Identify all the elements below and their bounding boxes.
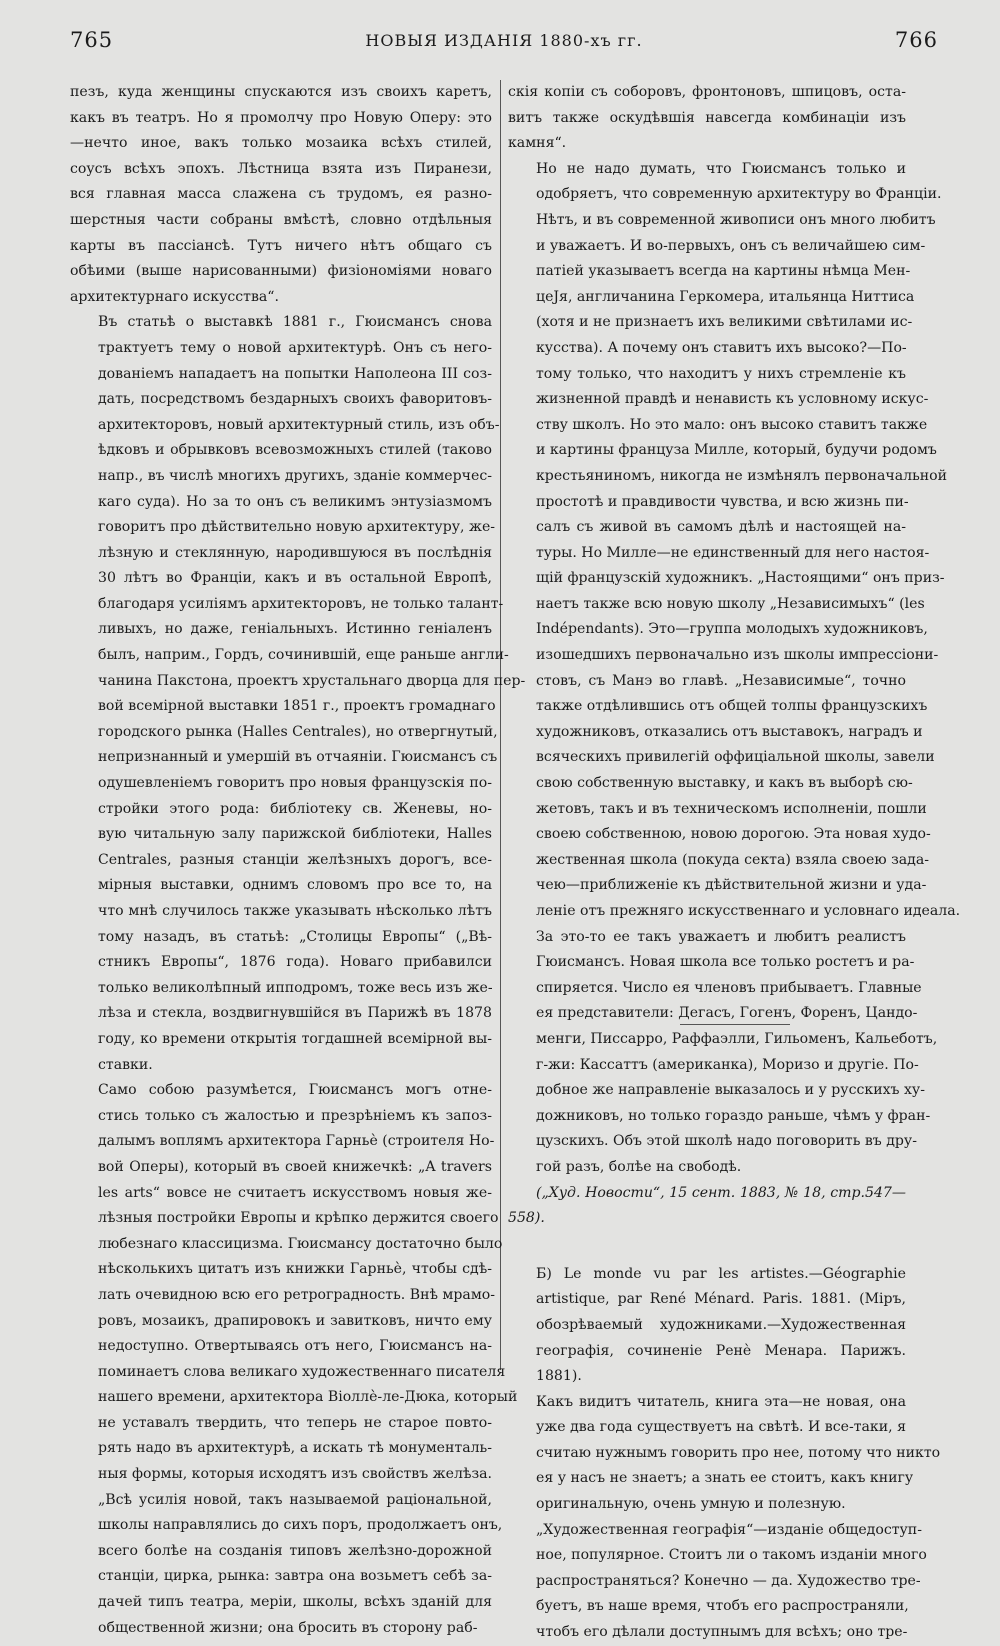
page-number-right: 766 bbox=[894, 28, 938, 52]
text-line: витъ также оскудѣвшія навсегда комбинаціи изъ bbox=[508, 109, 906, 126]
text-line: дожниковъ, но только гораздо раньше, чѣмъ у фран- bbox=[536, 1107, 931, 1124]
text-line: обозрѣваемый художниками.—Художественная bbox=[536, 1316, 906, 1333]
text-line: кусства). А почему онъ ставитъ ихъ высоко?—По- bbox=[536, 339, 907, 356]
text-line: недоступно. Отвертываясь отъ него, Гюисмансъ на- bbox=[98, 1338, 492, 1355]
text-line: году, ко времени открытія тогдашней всемірной вы- bbox=[98, 1030, 492, 1047]
text-line: вой Оперы), который въ своей книжечкѣ: „A travers bbox=[98, 1158, 492, 1175]
text-line: вой всемірной выставки 1851 г., проектъ громаднаго bbox=[98, 698, 496, 715]
text-line: жизненной правдѣ и ненависть къ условному искус- bbox=[536, 391, 929, 408]
text-line: чтобъ его дѣлали доступнымъ для всѣхъ; оно тре- bbox=[536, 1624, 908, 1641]
text-line: цеJя, англичанина Геркомера, итальянца Ниттиса bbox=[536, 288, 915, 305]
text-line: не уставалъ твердить, что теперь не старое повто- bbox=[98, 1414, 492, 1431]
text-line: Въ статьѣ о выставкѣ 1881 г., Гюисмансъ снова bbox=[98, 314, 492, 331]
text-line: ставки. bbox=[98, 1056, 153, 1073]
text-line: Но не надо думать, что Гюисмансъ только и bbox=[536, 160, 906, 177]
text-line: чею—приближеніе къ дѣйствительной жизни и уда- bbox=[536, 877, 927, 894]
text-line: какъ въ театръ. Но я промолчу про Новую Оперу: это bbox=[70, 109, 492, 126]
text-line: всего болѣе на созданія типовъ желѣзно-дорожной bbox=[98, 1542, 492, 1559]
paragraph bbox=[508, 1518, 927, 1646]
text-line: рять надо въ архитектурѣ, а искать тѣ монументаль- bbox=[98, 1440, 492, 1457]
text-line: леніе отъ прежняго искусственнаго и условнаго идеала. bbox=[536, 903, 961, 919]
text-line: любезнаго классицизма. Гюисмансу достаточно было bbox=[98, 1235, 503, 1252]
text-line: пезъ, куда женщины спускаются изъ своихъ каретъ, bbox=[70, 84, 492, 100]
text-line: тому только, что находитъ у нихъ стремленіе къ bbox=[536, 365, 906, 382]
left-column bbox=[70, 80, 526, 1641]
text-line: лѣза и стекла, воздвигнувшійся въ Парижѣ въ 1878 bbox=[98, 1005, 492, 1022]
text-line: les arts“ вовсе не считаетъ искусствомъ новыя же- bbox=[98, 1184, 492, 1201]
text-line: дачей типъ театра, меріи, школы, всѣхъ зданій для bbox=[98, 1594, 492, 1611]
text-line: простотѣ и правдивости чувства, и всю жизнь пи- bbox=[536, 493, 909, 510]
text-line: ныя формы, которыя исходятъ изъ свойствъ желѣза. bbox=[98, 1466, 493, 1483]
text-line: вую читальную залу парижской библіотеки, Halles bbox=[98, 826, 492, 843]
text-line: также отдѣлившись отъ общей толпы французскихъ bbox=[536, 698, 928, 715]
text-line: дованіемъ нападаетъ на попытки Наполеона III соз- bbox=[98, 365, 492, 382]
text-line: ное, популярное. Стоитъ ли о такомъ изданіи много bbox=[536, 1547, 927, 1564]
text-line: стникъ Европы“, 1876 года). Новаго прибавилси bbox=[98, 954, 492, 971]
text-line: напр., въ числѣ многихъ другихъ, зданіе коммерчес- bbox=[98, 467, 492, 484]
text-line: былъ, наприм., Гордъ, сочинившій, еще раньше англи- bbox=[98, 647, 509, 664]
text-line: ливыхъ, но даже, геніальныхъ. Истинно геніаленъ bbox=[98, 621, 492, 638]
paragraph bbox=[70, 1078, 518, 1641]
paragraph bbox=[70, 80, 492, 310]
text-line: обѣими (выше нарисованными) физіономіями новаго bbox=[70, 263, 492, 280]
paragraph bbox=[70, 310, 526, 1078]
text-line: Какъ видитъ читатель, книга эта—не новая, она bbox=[536, 1393, 906, 1410]
text-line: наетъ также всю новую школу „Независимыхъ“ (les bbox=[536, 595, 925, 612]
text-line: станціи, цирка, рынка: завтра она возьметъ себѣ за- bbox=[98, 1568, 492, 1585]
text-line: архитектурнаго искусства“. bbox=[70, 288, 279, 305]
text-line: менги, Писсарро, Раффаэлли, Гильоменъ, Кальеботъ, bbox=[536, 1030, 938, 1047]
text-line: Indépendants). Это—группа молодыхъ художниковъ, bbox=[536, 621, 928, 638]
text-line: говоритъ про дѣйствительно новую архитектуру, же- bbox=[98, 519, 496, 536]
text-line: жетовъ, такъ и въ техническомъ исполненіи, пошли bbox=[536, 800, 927, 817]
text-line: жественная школа (покуда секта) взяла своею зада- bbox=[536, 851, 930, 868]
text-line: мірныя выставки, однимъ словомъ про все то, на bbox=[98, 877, 492, 894]
text-line: —нечто иное, вакъ только мозаика всѣхъ стилей, bbox=[70, 135, 492, 152]
text-line: чанина Пакстона, проектъ хрустальнаго дворца для пер- bbox=[98, 672, 526, 689]
section-heading-paragraph bbox=[508, 1262, 906, 1390]
text-line: щій французскій художникъ. „Настоящими“ онъ приз- bbox=[536, 570, 945, 587]
text-line: „Художественная географія“—изданіе общедоступ- bbox=[536, 1521, 922, 1538]
text-line: городского рынка (Halles Centrales), но отвергнутый, bbox=[98, 723, 498, 740]
text-line: стовъ, съ Манэ во главѣ. „Независимые“, точно bbox=[536, 672, 906, 689]
running-title: НОВЫЯ ИЗДАНІЯ 1880-хъ гг. bbox=[365, 31, 643, 50]
column-divider bbox=[500, 80, 501, 1370]
text-line: г-жи: Кассаттъ (американка), Моризо и другіе. По- bbox=[536, 1056, 919, 1073]
text-line: вся главная масса слажена съ трудомъ, ея разно- bbox=[70, 186, 492, 203]
text-line: только великолѣпный ипподромъ, тоже весь изъ же- bbox=[98, 979, 493, 996]
right-column bbox=[508, 80, 961, 1646]
paragraph bbox=[508, 157, 961, 1181]
text-line: шерстныя части собраны вмѣстѣ, словно отдѣльныя bbox=[70, 211, 492, 228]
text-line: изошедшихъ первоначально изъ школы импрессіони- bbox=[536, 647, 939, 664]
text-line: свою собственную выставку, и какъ въ выборѣ сю- bbox=[536, 775, 913, 792]
text-line: добное же направленіе выказалось и у русскихъ ху- bbox=[536, 1082, 925, 1099]
text-line: Само собою разумѣется, Гюисмансъ могъ отне- bbox=[98, 1082, 492, 1099]
text-line: распространяться? Конечно — да. Художество тре- bbox=[536, 1572, 921, 1589]
text-line: географія, сочиненіе Ренѐ Менара. Парижъ. bbox=[536, 1342, 906, 1359]
text-line: и картины француза Милле, который, будучи родомъ bbox=[536, 442, 937, 459]
text-line: Гюисмансъ. Новая школа все только ростетъ и ра- bbox=[536, 954, 915, 971]
text-line: карты въ пассіансѣ. Тутъ ничего нѣтъ общаго съ bbox=[70, 237, 492, 254]
text-line: салъ съ живой въ самомъ дѣлѣ и настоящей на- bbox=[536, 519, 906, 536]
text-line: одобряетъ, что современную архитектуру во Франціи. bbox=[536, 186, 942, 203]
text-line: трактуетъ тему о новой архитектурѣ. Онъ съ него- bbox=[98, 339, 492, 356]
text-line: стись только съ жалостью и презрѣніемъ къ запоз- bbox=[98, 1107, 492, 1124]
text-line: тому назадъ, въ статьѣ: „Столицы Европы“ („Вѣ- bbox=[98, 928, 492, 945]
text-line: „Всѣ усилія новой, такъ называемой раціональной, bbox=[98, 1491, 492, 1508]
text-line: патіей указываетъ всегда на картины нѣмца Мен- bbox=[536, 263, 911, 280]
text-line: соусъ всѣхъ эпохъ. Лѣстница взята изъ Пиранези, bbox=[70, 160, 492, 177]
paragraph bbox=[508, 1390, 941, 1518]
text-line: архитекторовъ, новый архитектурный стиль, изъ объ- bbox=[98, 416, 500, 433]
text-line: нѣсколькихъ цитатъ изъ книжки Гарньѐ, чтобы сдѣ- bbox=[98, 1261, 492, 1278]
text-line: поминаетъ слова великаго художественнаго писателя bbox=[98, 1363, 506, 1380]
text-line: Б) Le monde vu par les artistes.—Géographie bbox=[536, 1265, 906, 1282]
text-line: artistique, par René Ménard. Paris. 1881. (Міръ, bbox=[536, 1291, 906, 1308]
text-line: ѣдковъ и обрывковъ всевозможныхъ стилей (таково bbox=[98, 442, 492, 459]
text-line: стройки этого рода: библіотеку св. Женевы, но- bbox=[98, 800, 492, 817]
text-line: ея у насъ не знаетъ; а знать ее стоитъ, какъ книгу bbox=[536, 1470, 914, 1487]
text-line: туры. Но Милле—не единственный для него настоя- bbox=[536, 544, 930, 561]
text-line: благодаря усиліямъ архитекторовъ, не только талант- bbox=[98, 595, 504, 612]
text-line: нашего времени, архитектора Віоллѐ-ле-Дюка, который bbox=[98, 1389, 518, 1406]
text-line: лѣзную и стеклянную, народившуюся въ послѣднія bbox=[98, 544, 492, 561]
page-header bbox=[70, 28, 938, 58]
section-divider bbox=[680, 1024, 790, 1025]
text-line: ству школъ. Но это мало: онъ высоко ставитъ также bbox=[536, 416, 928, 433]
text-line: камня“. bbox=[508, 135, 567, 152]
text-line: крестьяниномъ, никогда не измѣнялъ первоначальной bbox=[536, 467, 948, 484]
text-line: лѣзныя постройки Европы и крѣпко держится своего bbox=[98, 1210, 499, 1227]
text-line: Centrales, разныя станціи желѣзныхъ дорогъ, все- bbox=[98, 851, 492, 868]
text-line: далымъ воплямъ архитектора Гарньѐ (строителя Но- bbox=[98, 1133, 495, 1150]
text-line: художниковъ, отказались отъ выставокъ, наградъ и bbox=[536, 723, 923, 740]
text-line: спиряется. Число ея членовъ прибываетъ. Главные bbox=[536, 979, 922, 996]
text-line: ровъ, мозаикъ, драпировокъ и завитковъ, ничто ему bbox=[98, 1312, 492, 1329]
text-line: считаю нужнымъ говорить про нее, потому что никто bbox=[536, 1444, 941, 1461]
paragraph bbox=[508, 80, 906, 157]
text-line: что мнѣ случилось также указывать нѣсколько лѣтъ bbox=[98, 903, 492, 919]
text-line: общественной жизни; она бросить въ сторону раб- bbox=[98, 1619, 478, 1636]
page-number-left: 765 bbox=[70, 28, 114, 52]
text-line: буетъ, въ наше время, чтобъ его распространяли, bbox=[536, 1598, 909, 1615]
text-line: одушевленіемъ говоритъ про новыя французскія по- bbox=[98, 775, 492, 792]
text-line: лать очевидною всю его ретроградность. Внѣ мрамо- bbox=[98, 1286, 496, 1303]
text-line: Нѣтъ, и въ современной живописи онъ много любитъ bbox=[536, 211, 936, 228]
text-line: гой разъ, болѣе на свободѣ. bbox=[536, 1158, 742, 1175]
text-line: непризнанный и умершій въ отчаяніи. Гюисмансъ съ bbox=[98, 749, 498, 766]
text-line: каго суда). Но за то онъ съ великимъ энтузіазмомъ bbox=[98, 493, 492, 510]
text-line: школы направлялись до сихъ поръ, продолжаетъ онъ, bbox=[98, 1517, 503, 1534]
text-line: цузскихъ. Объ этой школѣ надо поговорить въ дру- bbox=[536, 1133, 917, 1150]
text-line: 1881). bbox=[536, 1368, 582, 1385]
text-line: 30 лѣтъ во Франціи, какъ и въ остальной Европѣ, bbox=[98, 570, 492, 587]
text-line: и уважаетъ. И во-первыхъ, онъ съ величайшею сим- bbox=[536, 237, 926, 254]
text-line: оригинальную, очень умную и полезную. bbox=[536, 1496, 846, 1513]
text-line: (хотя и не признаетъ ихъ великими свѣтилами ис- bbox=[536, 314, 913, 331]
text-line: своею собственною, новою дорогою. Эта новая худо- bbox=[536, 826, 931, 843]
text-line: дать, посредствомъ бездарныхъ своихъ фаворитовъ- bbox=[98, 391, 492, 408]
text-line: За это-то ее такъ уважаетъ и любитъ реалистъ bbox=[536, 928, 906, 945]
text-line: уже два года существуетъ на свѣтѣ. И все-таки, я bbox=[536, 1419, 906, 1436]
citation: („Худ. Новости“, 15 сент. 1883, № 18, стр.547—558). bbox=[508, 1184, 906, 1227]
text-line: всяческихъ привилегій оффиціальной школы, завели bbox=[536, 749, 935, 766]
text-line: ея представители: Дегасъ, Гогенъ, Форенъ, Цандо- bbox=[536, 1005, 918, 1022]
text-line: скія копіи съ соборовъ, фронтоновъ, шпицовъ, оста- bbox=[508, 84, 906, 100]
